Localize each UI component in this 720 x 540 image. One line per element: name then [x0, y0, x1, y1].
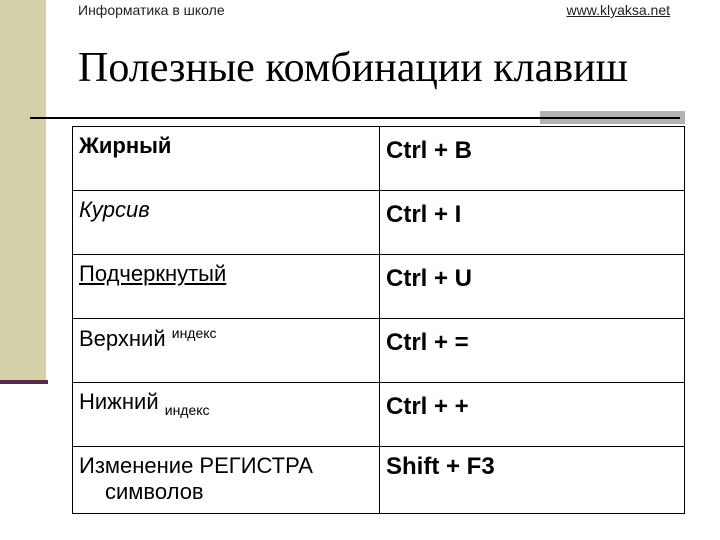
shortcut-cell	[380, 127, 685, 191]
format-cell	[73, 319, 380, 383]
title-divider	[30, 117, 680, 119]
format-label-subscript: Нижний	[79, 389, 159, 414]
format-cell	[73, 383, 380, 447]
format-label-superscript: Верхний	[79, 326, 166, 351]
left-bar-accent	[0, 380, 48, 384]
subscript-mod: индекс	[164, 402, 210, 418]
format-cell	[73, 127, 380, 191]
format-cell	[73, 255, 380, 319]
shortcut-cell	[380, 319, 685, 383]
shortcut-text: Ctrl + U	[386, 265, 473, 292]
left-decorative-bar	[0, 0, 46, 382]
format-label-bold: Жирный	[79, 133, 172, 158]
table-row	[73, 127, 685, 191]
shortcut-text: Ctrl + +	[386, 393, 469, 420]
shortcuts-table	[72, 126, 685, 514]
header-school-label: Информатика в школе	[78, 2, 225, 18]
shortcut-cell	[380, 191, 685, 255]
shortcut-text: Ctrl + I	[386, 201, 462, 228]
slide-title: Полезные комбинации клавиш	[78, 45, 628, 91]
superscript-mod: индекс	[171, 325, 217, 341]
table-row	[73, 383, 685, 447]
table-row	[73, 191, 685, 255]
format-label-italic: Курсив	[79, 197, 150, 222]
format-label-case-line2: символов	[105, 479, 204, 504]
shortcut-text: Ctrl + =	[386, 329, 469, 356]
shortcut-cell	[380, 383, 685, 447]
format-cell	[73, 191, 380, 255]
shortcut-cell	[380, 447, 685, 514]
header-website-link[interactable]: www.klyaksa.net	[566, 2, 670, 18]
table-row	[73, 319, 685, 383]
format-label-case: Изменение РЕГИСТРА	[79, 453, 313, 478]
table-row	[73, 447, 685, 514]
table-row	[73, 255, 685, 319]
format-label-underline: Подчеркнутый	[79, 261, 227, 286]
shortcut-text: Shift + F3	[386, 453, 495, 480]
format-cell	[73, 447, 380, 514]
shortcut-cell	[380, 255, 685, 319]
shortcut-text: Ctrl + B	[386, 137, 473, 164]
